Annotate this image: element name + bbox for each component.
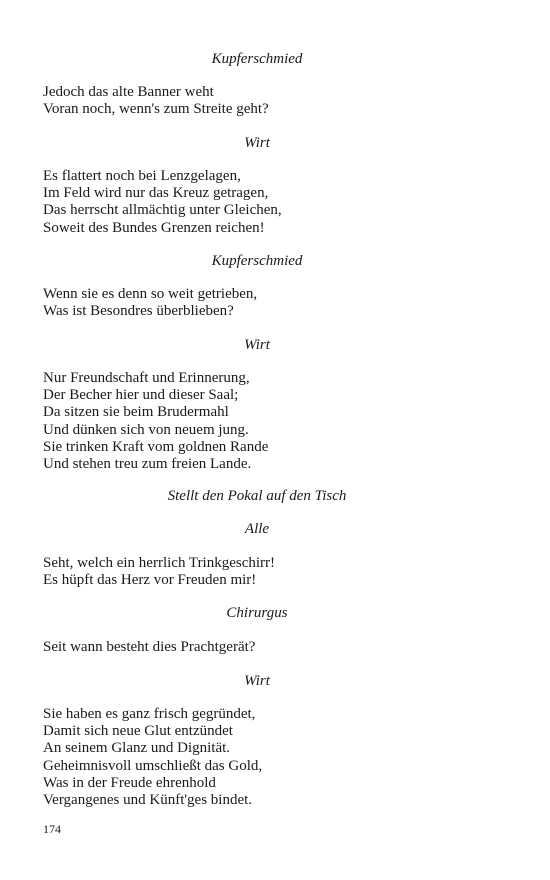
verse-line: Voran noch, wenn's zum Streite geht? (43, 101, 269, 118)
verse-line: Wenn sie es denn so weit getrieben, (43, 286, 258, 302)
verse-stanza (43, 639, 255, 656)
speaker-heading: Wirt (244, 135, 270, 151)
page-number: 174 (43, 822, 61, 836)
verse-line: Seht, welch ein herrlich Trinkgeschirr! (43, 555, 276, 571)
verse-line: Es hüpft das Herz vor Freuden mir! (43, 572, 257, 589)
verse-line: Es flattert noch bei Lenzgelagen, (43, 168, 241, 184)
verse-line: Und stehen treu zum freien Lande. (43, 456, 252, 473)
speaker-heading: Alle (244, 521, 270, 537)
verse-stanza (43, 370, 268, 473)
verse-stanza (43, 168, 282, 237)
speaker-heading: Wirt (244, 673, 270, 689)
verse-line: Und dünken sich von neuem jung. (43, 421, 249, 438)
verse-line: Soweit des Bundes Grenzen reichen! (43, 219, 265, 236)
verse-line: Im Feld wird nur das Kreuz getragen, (43, 185, 269, 202)
verse-line: Sie haben es ganz frisch gegründet, (43, 706, 256, 722)
verse-line: Vergangenes und Künft'ges bindet. (43, 792, 253, 809)
verse-stanza (43, 555, 275, 589)
verse-stanza (43, 286, 257, 320)
verse-line: Das herrscht allmächtig unter Gleichen, (43, 202, 282, 219)
verse-stanza (43, 706, 262, 809)
verse-line: Jedoch das alte Banner weht (43, 84, 214, 100)
speaker-heading: Chirurgus (226, 605, 288, 621)
verse-line: An seinem Glanz und Dignität. (43, 740, 231, 757)
verse-line: Damit sich neue Glut entzündet (43, 723, 233, 740)
verse-line: Geheimnisvoll umschließt das Gold, (43, 757, 263, 774)
verse-line: Der Becher hier und dieser Saal; (43, 387, 239, 404)
verse-line: Seit wann besteht dies Prachtgerät? (43, 639, 256, 655)
verse-line: Da sitzen sie beim Brudermahl (43, 404, 229, 421)
verse-line: Sie trinken Kraft vom goldnen Rande (43, 438, 269, 455)
verse-line: Nur Freundschaft und Erinnerung, (43, 370, 250, 386)
speaker-heading: Kupferschmied (211, 51, 303, 67)
verse-stanza (43, 84, 269, 118)
verse-line: Was ist Besondres überblieben? (43, 303, 234, 320)
stage-direction: Stellt den Pokal auf den Tisch (167, 488, 347, 504)
speaker-heading: Kupferschmied (211, 253, 303, 269)
verse-line: Was in der Freude ehrenhold (43, 774, 216, 791)
speaker-heading: Wirt (244, 337, 270, 353)
